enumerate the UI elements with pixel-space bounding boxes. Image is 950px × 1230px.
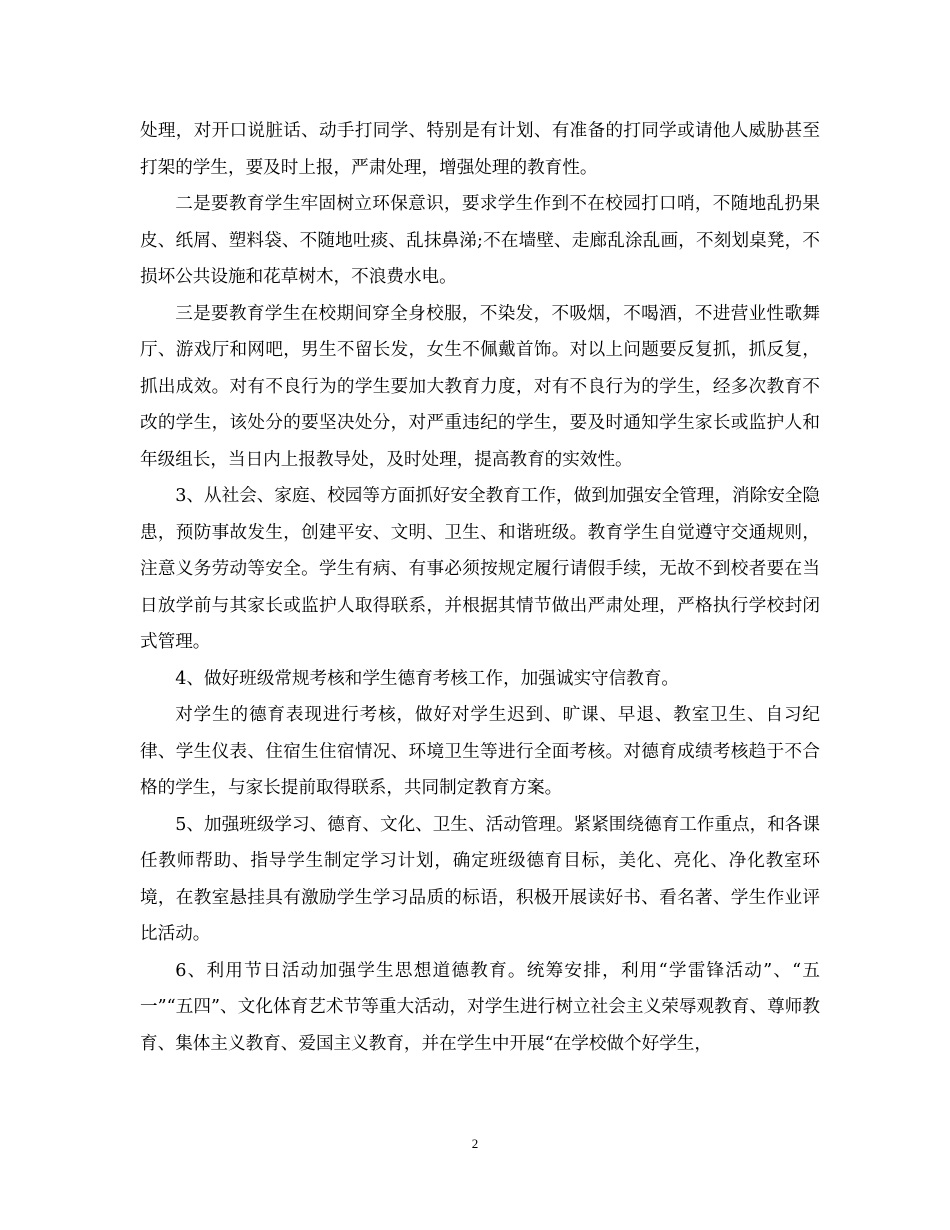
page-number: 2 (471, 1136, 479, 1151)
paragraph-5: 4、做好班级常规考核和学生德育考核工作，加强诚实守信教育。 (175, 668, 680, 689)
paragraph-2: 二是要教育学生牢固树立环保意识，要求学生作到不在校园打口哨，不随地乱扔果皮、纸屑、塑料袋、不随地吐痰、乱抹鼻涕;不在墙壁、走廊乱涂乱画，不刻划桌凳，不损坏公共设施和花草树木，不浪费水电。 (140, 194, 820, 287)
paragraph-6: 对学生的德育表现进行考核，做好对学生迟到、旷课、早退、教室卫生、自习纪律、学生仪表、住宿生住宿情况、环境卫生等进行全面考核。对德育成绩考核趋于不合格的学生，与家长提前取得联系，共同制定教育方案。 (140, 705, 820, 798)
paragraph-4: 3、从社会、家庭、校园等方面抓好安全教育工作，做到加强安全管理，消除安全隐患，预防事故发生，创建平安、文明、卫生、和谐班级。教育学生自觉遵守交通规则，注意义务劳动等安全。学生有病、有事必须按规定履行请假手续，无故不到校者要在当日放学前与其家长或监护人取得联系，并根据其情节做出严肃处理，严格执行学校封闭式管理。 (140, 486, 820, 652)
paragraph-3: 三是要教育学生在校期间穿全身校服，不染发，不吸烟，不喝酒，不进营业性歌舞厅、游戏厅和网吧，男生不留长发，女生不佩戴首饰。对以上问题要反复抓，抓反复，抓出成效。对有不良行为的学生要加大教育力度，对有不良行为的学生，经多次教育不改的学生，该处分的要坚决处分，对严重违纪的学生，要及时通知学生家长或监护人和年级组长，当日内上报教导处，及时处理，提高教育的实效性。 (140, 303, 820, 470)
paragraph-7: 5、加强班级学习、德育、文化、卫生、活动管理。紧紧围绕德育工作重点，和各课任教师帮助、指导学生制定学习计划，确定班级德育目标，美化、亮化、净化教室环境，在教室悬挂具有激励学生学习品质的标语，积极开展读好书、看名著、学生作业评比活动。 (140, 814, 820, 944)
paragraph-1: 处理，对开口说脏话、动手打同学、特别是有计划、有准备的打同学或请他人威胁甚至打架的学生，要及时上报，严肃处理，增强处理的教育性。 (140, 121, 820, 178)
paragraph-8: 6、利用节日活动加强学生思想道德教育。统筹安排，利用“学雷锋活动”、“五一”“五四”、文化体育艺术节等重大活动，对学生进行树立社会主义荣辱观教育、尊师教育、集体主义教育、爱国主义教育，并在学生中开展“在学校做个好学生， (140, 960, 820, 1054)
document-body (140, 113, 820, 1062)
